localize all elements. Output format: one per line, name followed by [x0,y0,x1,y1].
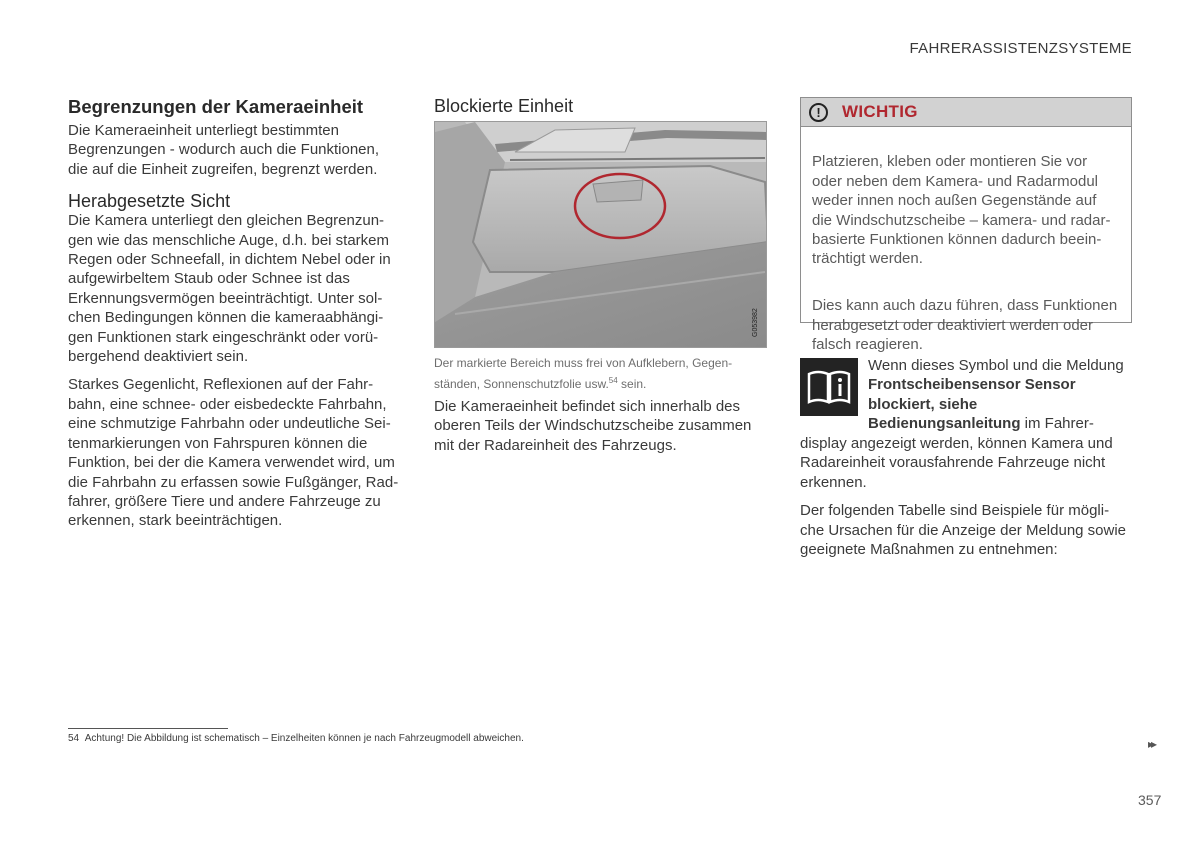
notice-paragraph-1: Platzieren, kleben oder montieren Sie vor oder neben dem Kamera- und Radarmodul weder innen noch außen Gegenstände auf die Windschutzscheibe – kamera- und radar- basierte Funktionen können dadurch beein- trächtigt werden. [812,153,1111,268]
symbol-text-top [868,356,1138,434]
paragraph-glare: Starkes Gegenlicht, Reflexionen auf der Fahr- bahn, eine schnee- oder eisbedeckte Fahrbahn, eine schmutzige Fahrbahn oder undeutliche Sei- tenmarkierungen von Fahrspuren können die Funktion, bei der die Kamera verwendet wird, um die Fahrbahn zu erfassen sowie Fußgänger, Rad- fahrer, größere Tiere und andere Fahrzeuge zu erkennen, stark beeinträchtigen. [68,376,399,530]
footnote [68,733,524,744]
caption-end: sein. [617,377,647,391]
symbol-description: display angezeigt werden, können Kamera und Radareinheit vorausfahrende Fahrzeuge nicht erkennen. [800,435,1113,491]
notice-header [801,98,1131,127]
left-column [68,96,403,531]
section-header: FAHRERASSISTENZSYSTEME [909,40,1132,57]
notice-paragraph-2: Dies kann auch dazu führen, dass Funktionen herabgesetzt oder deaktiviert werden oder falsch reagieren. [812,297,1118,354]
section-heading: Begrenzungen der Kameraeinheit [68,96,364,117]
important-notice-box [800,97,1132,354]
message-name-1: Frontscheibensensor Sensor [868,376,1076,394]
table-intro-paragraph: Der folgenden Tabelle sind Beispiele für mögli- che Ursachen für die Anzeige der Meldung sowie geeignete Maßnahmen zu entnehmen: [800,502,1127,559]
subheading-reduced-visibility: Herabgesetzte Sicht [68,191,231,212]
notice-title: WICHTIG [842,102,918,121]
figure-code: G053982 [752,308,759,337]
next-page-arrow-icon[interactable]: ▸▸ [1148,737,1155,751]
footnote-reference: 54 [608,376,618,385]
message-name-3: Bedienungsanleitung [868,415,1021,433]
caption-text: Der markierte Bereich muss frei von Aufklebern, Gegen- ständen, Sonnenschutzfolie usw. [434,356,733,391]
footnote-divider [68,728,228,729]
manual-book-icon [800,358,858,416]
symbol-line-1: Wenn dieses Symbol und die Meldung [868,357,1124,374]
windshield-illustration [434,121,767,348]
page-number: 357 [1138,792,1162,808]
figure-caption [434,355,774,393]
symbol-text-bottom [800,434,1140,559]
windshield-drawing [435,122,767,348]
footnote-number: 54 [68,733,80,744]
message-name-2: blockiert, siehe [868,395,978,413]
blocked-unit-heading: Blockierte Einheit [434,96,574,116]
symbol-line-4-rest: im Fahrer- [1020,415,1094,433]
camera-location-paragraph: Die Kameraeinheit befindet sich innerhalb des oberen Teils der Windschutzscheibe zusammen mit der Radareinheit des Fahrzeugs. [434,398,752,454]
intro-paragraph: Die Kameraeinheit unterliegt bestimmten Begrenzungen - wodurch auch die Funktionen, die auf die Einheit zugreifen, begrenzt werden. [68,122,380,178]
footnote-text: Achtung! Die Abbildung ist schematisch – Einzelheiten können je nach Fahrzeugmodell abweichen. [84,733,524,744]
paragraph-reduced-visibility: Die Kamera unterliegt den gleichen Begrenzun- gen wie das menschliche Auge, d.h. bei starkem Regen oder Schneefall, in dichtem Nebel oder in aufgewirbeltem Staub oder Schnee ist das Erkennungsvermögen beeinträchtigt. Unter sol- chen Bedingungen können die kameraabhängi- gen Funktionen stark eingeschränkt oder vorü- bergehend deaktiviert sein. [68,212,391,366]
exclamation-icon: ! [809,103,828,122]
